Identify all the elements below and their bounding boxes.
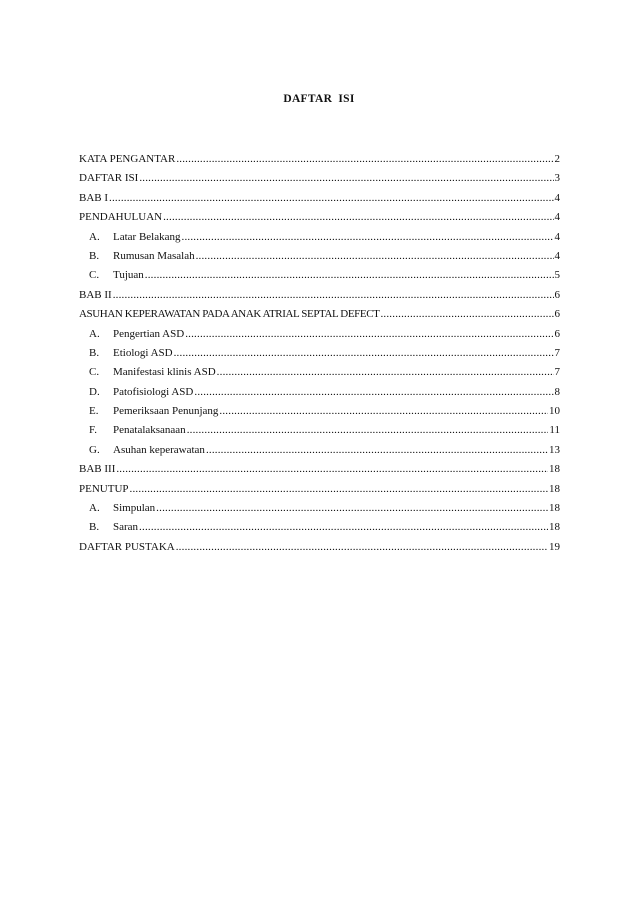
toc-entry [79,460,560,479]
toc-entry-page-number: 4 [554,211,560,224]
toc-entry-page-number: 6 [554,288,560,301]
toc-entry-label: ASUHAN KEPERAWATAN PADA ANAK ATRIAL SEPTAL DEFECT [79,308,380,321]
toc-entry [79,189,560,208]
toc-entry [79,150,560,169]
toc-entry [79,344,560,363]
toc-entry-page-number: 10 [549,405,560,418]
toc-entry-label: KATA PENGANTAR [79,153,176,165]
toc-entry-marker: A. [89,502,100,515]
toc-entry-marker: A. [89,230,100,243]
toc-entry [79,538,560,557]
toc-entry-label: DAFTAR PUSTAKA [79,540,175,553]
toc-entry-page-number: 7 [554,366,560,379]
toc-entry-marker: D. [89,385,100,398]
dot-leader [163,208,553,227]
toc-entry-label: PENUTUP [79,482,129,495]
toc-entry [79,286,560,305]
toc-entry-label: Patofisiologi ASD [113,385,194,398]
dot-leader [174,344,554,363]
dot-leader [139,169,553,188]
toc-entry-marker: B. [89,521,100,534]
dot-leader [130,480,548,499]
toc-entry-page-number: 4 [554,249,560,262]
toc-entry-page-number: 8 [554,385,560,398]
toc-entry-marker: A. [89,327,100,340]
dot-leader [194,383,553,402]
dot-leader [196,247,554,266]
dot-leader [217,363,554,382]
toc-entry [79,518,560,537]
toc-entry [79,499,560,518]
toc-entry-marker: F. [89,424,97,437]
toc-entry [79,421,560,440]
toc-entry [79,305,560,324]
toc-entry [79,208,560,227]
dot-leader [380,305,553,324]
toc-entry-page-number: 18 [549,521,560,534]
dot-leader [139,518,548,537]
toc-entry-page-number: 2 [554,153,560,165]
toc-entry-label: Manifestasi klinis ASD [113,366,216,379]
toc-entry-page-number: 18 [549,482,560,495]
dot-leader [182,228,554,247]
toc-entry-marker: G. [89,443,100,456]
dot-leader [219,402,548,421]
dot-leader [113,286,554,305]
toc-entry [79,266,560,285]
toc-entry-label: BAB I [79,191,109,204]
toc-entry [79,228,560,247]
toc-entry-page-number: 3 [554,172,560,185]
toc-entry-page-number: 6 [554,308,560,321]
toc-entry-label: DAFTAR ISI [79,172,139,185]
toc-entry-page-number: 4 [554,191,560,204]
toc-entry [79,363,560,382]
toc-entry [79,247,560,266]
toc-entry-marker: B. [89,249,100,262]
toc-entry-label: PENDAHULUAN [79,211,163,224]
dot-leader [187,421,549,440]
toc-entry-page-number: 18 [549,502,560,515]
dot-leader [176,538,548,557]
toc-entry-page-number: 19 [549,540,560,553]
toc-entry-label: BAB II [79,288,112,301]
dot-leader [109,189,553,208]
toc-entry [79,325,560,344]
toc-entry-label: Pemeriksaan Penunjang [113,405,219,418]
toc-entry-page-number: 18 [549,463,560,476]
dot-leader [185,325,553,344]
toc-entry-marker: C. [89,269,100,282]
toc-entry-marker: B. [89,346,100,359]
toc-entry [79,169,560,188]
toc-entry-label: Saran [113,521,139,534]
dot-leader [116,460,548,479]
toc-entry [79,480,560,499]
toc-entry-marker: C. [89,366,100,379]
toc-entry-page-number: 11 [549,424,560,437]
table-of-contents [79,150,560,557]
toc-entry-label: Penatalaksanaan [113,424,186,437]
toc-entry-marker: E. [89,405,99,418]
toc-entry-page-number: 4 [554,230,560,243]
toc-entry [79,441,560,460]
dot-leader [176,150,553,169]
toc-entry-label: Pengertian ASD [113,327,185,340]
toc-entry [79,383,560,402]
toc-entry-page-number: 13 [549,443,560,456]
dot-leader [156,499,548,518]
dot-leader [145,266,554,285]
toc-entry-label: Rumusan Masalah [113,249,195,262]
toc-entry-label: Tujuan [113,269,144,282]
toc-entry-label: Etiologi ASD [113,346,173,359]
toc-entry-label: BAB III [79,463,116,476]
toc-entry [79,402,560,421]
toc-entry-label: Latar Belakang [113,230,181,243]
toc-entry-page-number: 6 [554,327,560,340]
dot-leader [206,441,548,460]
toc-entry-page-number: 5 [554,269,560,282]
toc-entry-page-number: 7 [554,346,560,359]
toc-entry-label: Simpulan [113,502,156,515]
page-title: DAFTAR ISI [283,93,355,105]
toc-entry-label: Asuhan keperawatan [113,443,205,456]
